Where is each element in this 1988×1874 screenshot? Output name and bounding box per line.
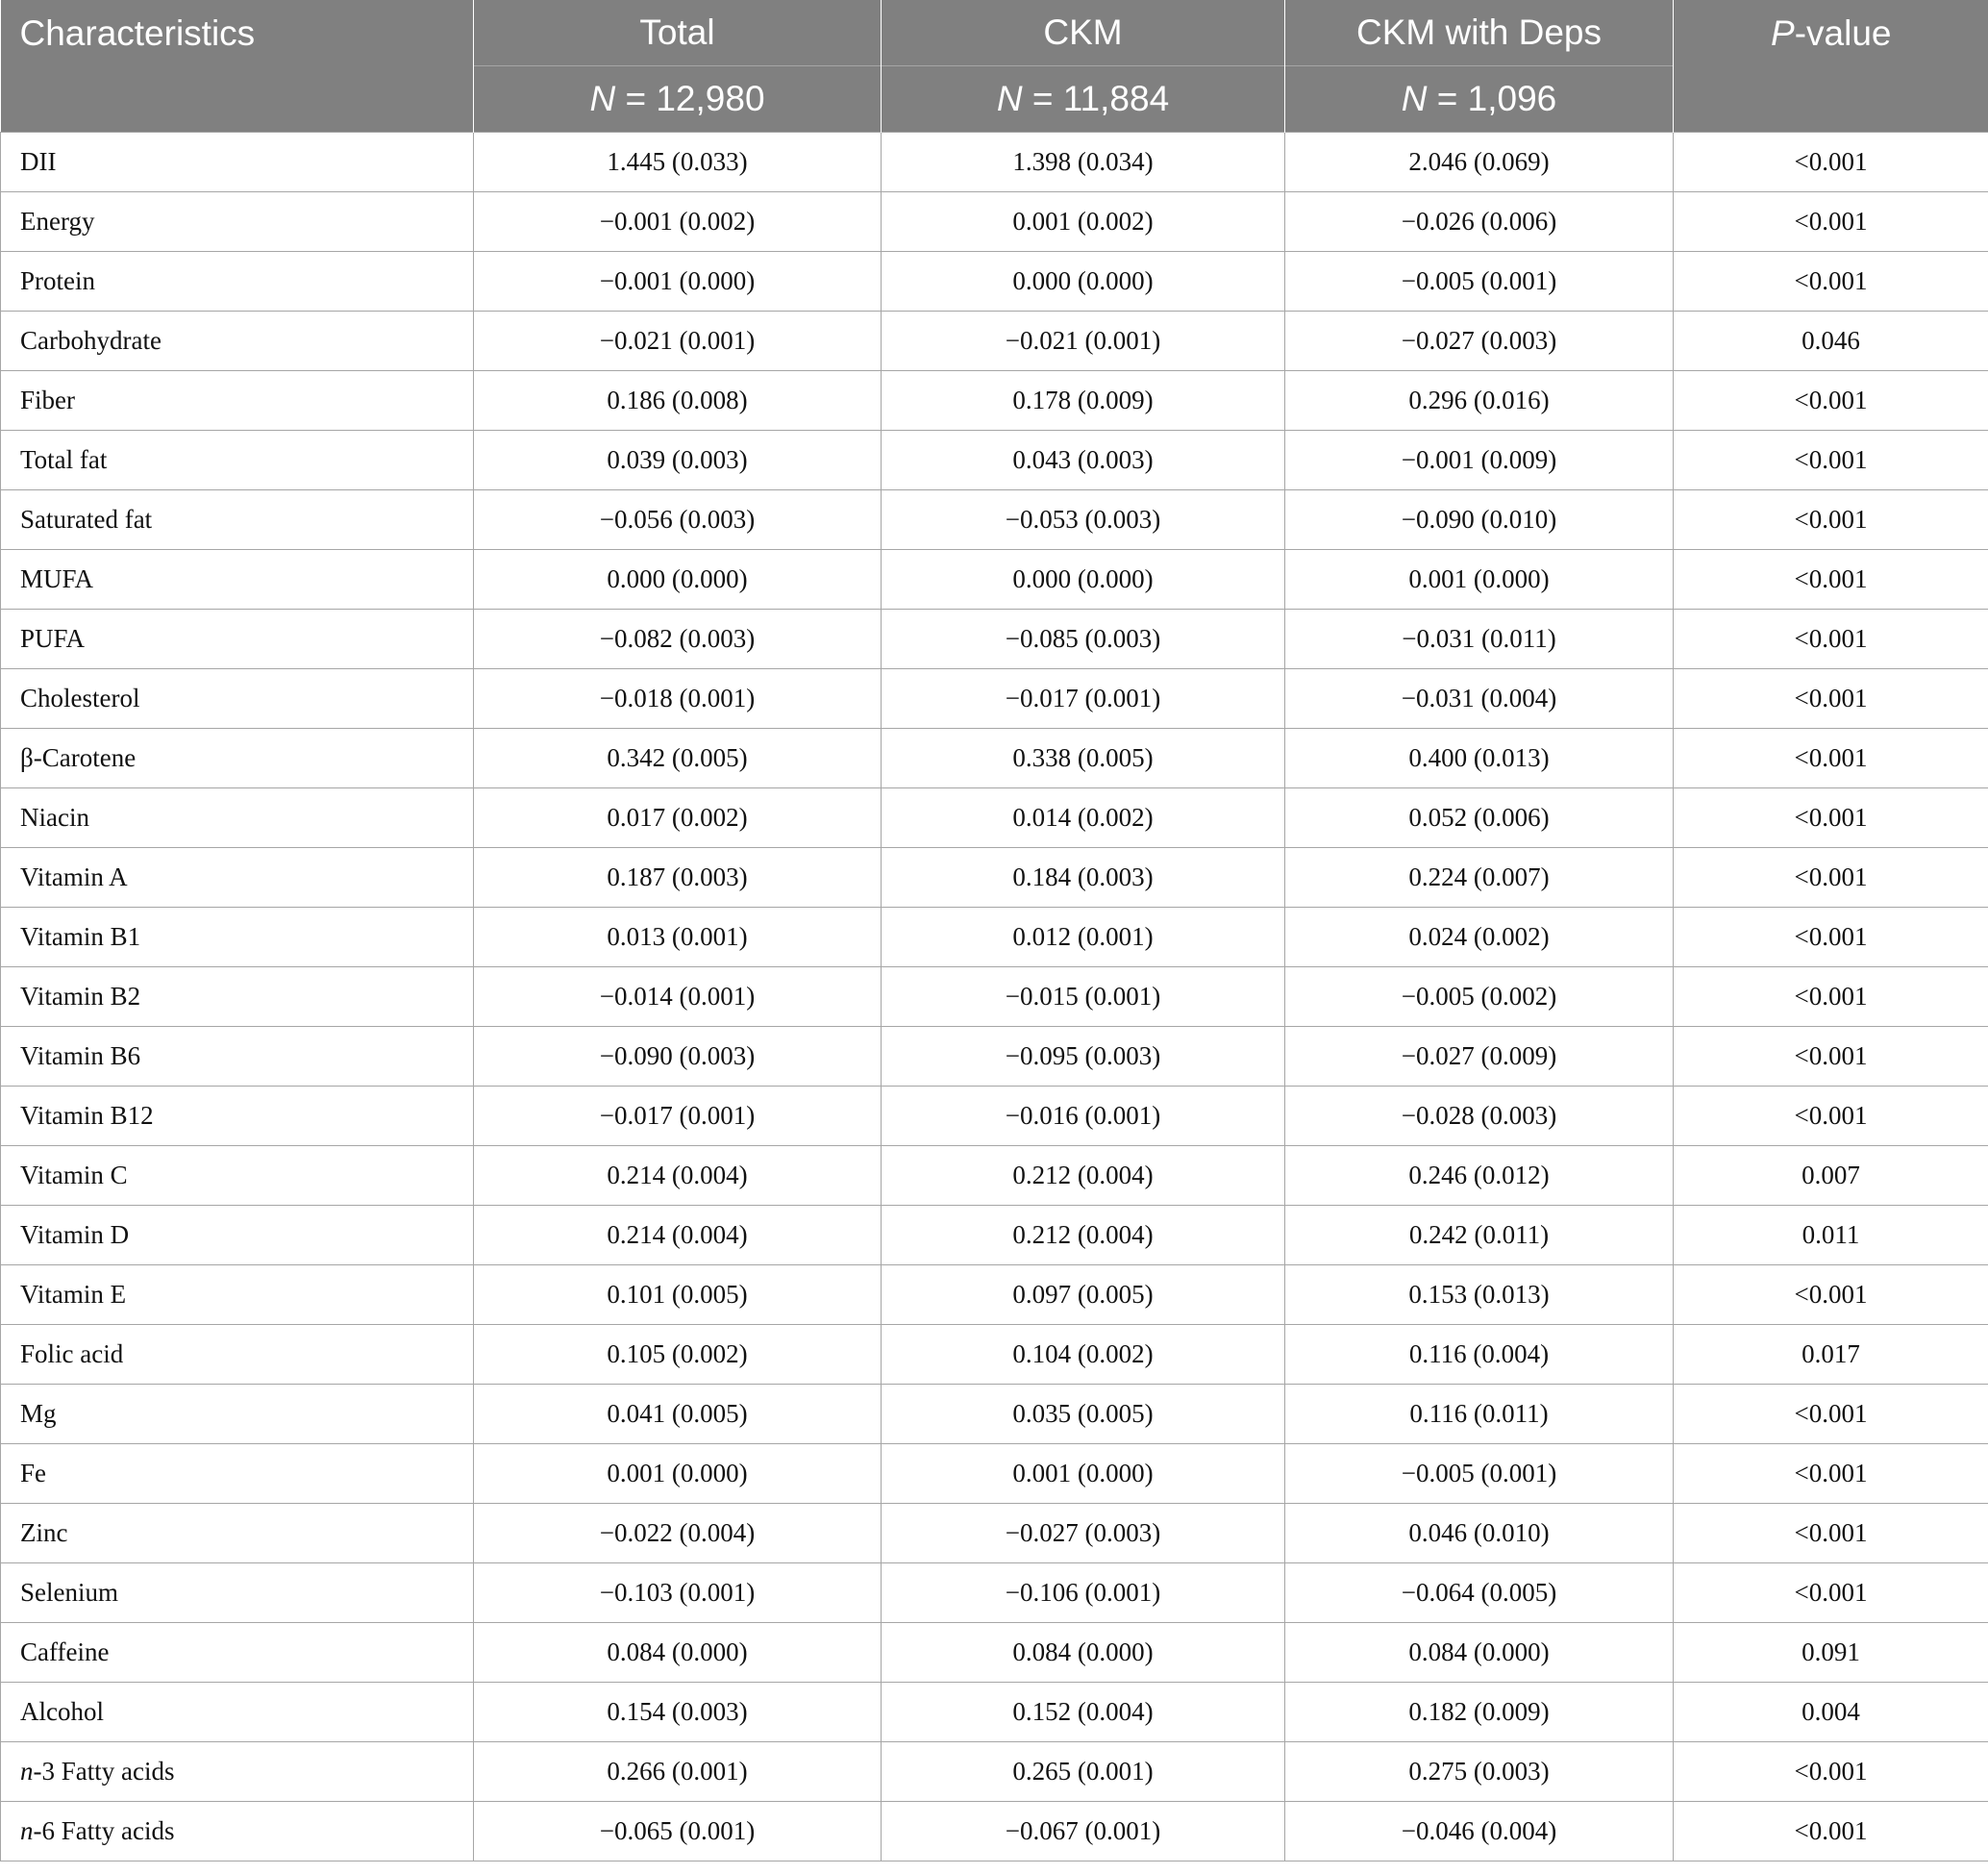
table-row [1,1087,1988,1146]
cell-ckm: 0.212 (0.004) [882,1206,1285,1265]
row-label [1,1623,474,1683]
row-label-prefix: n [20,1816,34,1845]
table-row [1,1325,1988,1385]
row-label-text: Vitamin B1 [20,922,141,951]
row-label [1,1683,474,1742]
cell-p-value: <0.001 [1674,1504,1988,1563]
cell-total: 0.105 (0.002) [474,1325,882,1385]
cell-ckm: 0.338 (0.005) [882,729,1285,788]
row-label-text: Vitamin D [20,1220,130,1249]
row-label [1,967,474,1027]
table-row [1,1027,1988,1087]
cell-total: 0.084 (0.000) [474,1623,882,1683]
row-label [1,371,474,431]
cell-ckm-with-deps: −0.001 (0.009) [1285,431,1674,490]
row-label-text: MUFA [20,564,94,593]
row-label-text: Vitamin C [20,1161,128,1189]
header-p-rest: -value [1794,13,1892,53]
table-row [1,1146,1988,1206]
table-row [1,1683,1988,1742]
header-n-total [474,66,882,133]
row-label [1,1087,474,1146]
cell-ckm: 0.001 (0.000) [882,1444,1285,1504]
table-row [1,1385,1988,1444]
row-label [1,610,474,669]
cell-ckm: 0.178 (0.009) [882,371,1285,431]
cell-total: 0.017 (0.002) [474,788,882,848]
cell-total: 0.013 (0.001) [474,908,882,967]
cell-ckm: 0.184 (0.003) [882,848,1285,908]
cell-ckm-with-deps: 0.052 (0.006) [1285,788,1674,848]
row-label [1,669,474,729]
cell-ckm: 0.097 (0.005) [882,1265,1285,1325]
cell-ckm: 0.084 (0.000) [882,1623,1285,1683]
cell-ckm: 0.265 (0.001) [882,1742,1285,1802]
cell-p-value: 0.091 [1674,1623,1988,1683]
header-p-value [1674,0,1988,133]
row-label-text: Mg [20,1399,57,1428]
table-row [1,848,1988,908]
cell-total: 0.214 (0.004) [474,1146,882,1206]
n-symbol: N [589,79,616,118]
table-row [1,550,1988,610]
cell-p-value: <0.001 [1674,1563,1988,1623]
cell-total: 0.001 (0.000) [474,1444,882,1504]
row-label-text: Cholesterol [20,684,140,712]
cell-total: 0.000 (0.000) [474,550,882,610]
row-label [1,1742,474,1802]
row-label [1,729,474,788]
cell-total: 0.154 (0.003) [474,1683,882,1742]
cell-p-value: <0.001 [1674,1802,1988,1862]
n-ckm-value: = 11,884 [1022,79,1170,118]
cell-ckm: 0.012 (0.001) [882,908,1285,967]
cell-total: −0.001 (0.000) [474,252,882,312]
cell-total: −0.082 (0.003) [474,610,882,669]
cell-ckm: −0.015 (0.001) [882,967,1285,1027]
cell-p-value: <0.001 [1674,1027,1988,1087]
table-row [1,312,1988,371]
cell-ckm-with-deps: 0.400 (0.013) [1285,729,1674,788]
table-row [1,1802,1988,1862]
cell-total: −0.001 (0.002) [474,192,882,252]
cell-ckm-with-deps: −0.028 (0.003) [1285,1087,1674,1146]
table-header [1,0,1988,133]
header-n-ckm [882,66,1285,133]
table-row [1,1206,1988,1265]
header-n-deps [1285,66,1674,133]
cell-p-value: 0.004 [1674,1683,1988,1742]
row-label [1,1206,474,1265]
n-symbol: N [1401,79,1428,118]
cell-ckm: −0.017 (0.001) [882,669,1285,729]
cell-ckm-with-deps: −0.005 (0.001) [1285,1444,1674,1504]
cell-total: −0.103 (0.001) [474,1563,882,1623]
cell-ckm-with-deps: −0.027 (0.003) [1285,312,1674,371]
cell-ckm-with-deps: 0.275 (0.003) [1285,1742,1674,1802]
cell-ckm-with-deps: −0.027 (0.009) [1285,1027,1674,1087]
cell-ckm-with-deps: 0.001 (0.000) [1285,550,1674,610]
row-label [1,1563,474,1623]
row-label-text: Carbohydrate [20,326,162,355]
cell-p-value: <0.001 [1674,490,1988,550]
cell-ckm: 0.014 (0.002) [882,788,1285,848]
row-label-text: Folic acid [20,1339,124,1368]
header-characteristics: Characteristics [1,0,474,133]
row-label-text: Vitamin A [20,862,128,891]
cell-ckm: −0.106 (0.001) [882,1563,1285,1623]
cell-total: −0.021 (0.001) [474,312,882,371]
table-body [1,133,1988,1862]
table-row [1,371,1988,431]
cell-p-value: <0.001 [1674,848,1988,908]
row-label-text: Niacin [20,803,89,832]
cell-ckm-with-deps: 0.116 (0.011) [1285,1385,1674,1444]
row-label-text: Zinc [20,1518,68,1547]
cell-ckm: −0.016 (0.001) [882,1087,1285,1146]
header-row-1 [1,0,1988,66]
cell-ckm-with-deps: 0.084 (0.000) [1285,1623,1674,1683]
table-row [1,192,1988,252]
table-row [1,967,1988,1027]
cell-ckm-with-deps: 0.046 (0.010) [1285,1504,1674,1563]
table-row [1,1563,1988,1623]
cell-total: −0.014 (0.001) [474,967,882,1027]
cell-p-value: <0.001 [1674,1742,1988,1802]
cell-total: 0.186 (0.008) [474,371,882,431]
row-label [1,312,474,371]
cell-ckm: −0.027 (0.003) [882,1504,1285,1563]
cell-ckm-with-deps: −0.026 (0.006) [1285,192,1674,252]
cell-p-value: 0.007 [1674,1146,1988,1206]
cell-total: −0.022 (0.004) [474,1504,882,1563]
row-label-text: Protein [20,266,95,295]
row-label-text: β-Carotene [20,743,137,772]
row-label-text: Saturated fat [20,505,153,534]
cell-total: 0.039 (0.003) [474,431,882,490]
cell-ckm: 0.152 (0.004) [882,1683,1285,1742]
row-label [1,431,474,490]
row-label [1,1504,474,1563]
table-row [1,1265,1988,1325]
cell-ckm: 0.212 (0.004) [882,1146,1285,1206]
cell-p-value: <0.001 [1674,1265,1988,1325]
row-label [1,1385,474,1444]
table-row [1,490,1988,550]
row-label [1,490,474,550]
cell-ckm: 0.001 (0.002) [882,192,1285,252]
cell-p-value: <0.001 [1674,1087,1988,1146]
row-label [1,1444,474,1504]
table-row [1,908,1988,967]
header-p-italic: P [1771,13,1795,53]
cell-total: −0.017 (0.001) [474,1087,882,1146]
cell-ckm: 0.043 (0.003) [882,431,1285,490]
cell-total: 0.214 (0.004) [474,1206,882,1265]
cell-total: −0.065 (0.001) [474,1802,882,1862]
cell-ckm-with-deps: 2.046 (0.069) [1285,133,1674,192]
cell-ckm-with-deps: −0.064 (0.005) [1285,1563,1674,1623]
row-label [1,908,474,967]
cell-p-value: <0.001 [1674,1385,1988,1444]
cell-total: −0.018 (0.001) [474,669,882,729]
cell-p-value: <0.001 [1674,252,1988,312]
row-label-prefix: n [20,1757,34,1786]
cell-total: −0.056 (0.003) [474,490,882,550]
table-row [1,252,1988,312]
cell-ckm-with-deps: −0.031 (0.011) [1285,610,1674,669]
cell-ckm-with-deps: −0.090 (0.010) [1285,490,1674,550]
row-label [1,133,474,192]
row-label [1,1146,474,1206]
cell-p-value: <0.001 [1674,610,1988,669]
cell-p-value: <0.001 [1674,967,1988,1027]
cell-ckm-with-deps: 0.182 (0.009) [1285,1683,1674,1742]
row-label-text: Alcohol [20,1697,104,1726]
cell-p-value: 0.046 [1674,312,1988,371]
cell-p-value: <0.001 [1674,550,1988,610]
row-label-text: PUFA [20,624,86,653]
cell-ckm-with-deps: 0.153 (0.013) [1285,1265,1674,1325]
row-label-text: Vitamin B2 [20,982,141,1011]
cell-p-value: <0.001 [1674,192,1988,252]
cell-ckm-with-deps: 0.242 (0.011) [1285,1206,1674,1265]
cell-ckm-with-deps: 0.224 (0.007) [1285,848,1674,908]
cell-p-value: <0.001 [1674,133,1988,192]
row-label-text: Caffeine [20,1637,110,1666]
cell-total: 0.041 (0.005) [474,1385,882,1444]
row-label [1,192,474,252]
cell-p-value: <0.001 [1674,371,1988,431]
table-row [1,1444,1988,1504]
cell-p-value: <0.001 [1674,908,1988,967]
cell-p-value: <0.001 [1674,431,1988,490]
cell-ckm: 0.000 (0.000) [882,252,1285,312]
row-label [1,848,474,908]
cell-ckm: −0.067 (0.001) [882,1802,1285,1862]
cell-ckm: −0.053 (0.003) [882,490,1285,550]
row-label-text: Total fat [20,445,108,474]
row-label-text: DII [20,147,57,176]
cell-total: −0.090 (0.003) [474,1027,882,1087]
cell-ckm: 0.000 (0.000) [882,550,1285,610]
header-total: Total [474,0,882,66]
cell-ckm-with-deps: 0.116 (0.004) [1285,1325,1674,1385]
table-row [1,729,1988,788]
cell-total: 0.266 (0.001) [474,1742,882,1802]
table-row [1,1623,1988,1683]
row-label [1,1265,474,1325]
table-row [1,669,1988,729]
cell-ckm: 0.035 (0.005) [882,1385,1285,1444]
cell-p-value: <0.001 [1674,669,1988,729]
row-label-text: -3 Fatty acids [33,1757,175,1786]
header-ckm: CKM [882,0,1285,66]
cell-p-value: <0.001 [1674,729,1988,788]
cell-ckm: −0.021 (0.001) [882,312,1285,371]
row-label [1,252,474,312]
cell-ckm-with-deps: −0.005 (0.001) [1285,252,1674,312]
cell-ckm-with-deps: 0.246 (0.012) [1285,1146,1674,1206]
table-row [1,610,1988,669]
row-label-text: Vitamin B12 [20,1101,154,1130]
cell-p-value: 0.017 [1674,1325,1988,1385]
row-label-text: -6 Fatty acids [33,1816,175,1845]
table-row [1,431,1988,490]
table-row [1,788,1988,848]
cell-ckm: 0.104 (0.002) [882,1325,1285,1385]
cell-ckm-with-deps: 0.296 (0.016) [1285,371,1674,431]
table-row [1,133,1988,192]
row-label-text: Vitamin E [20,1280,127,1309]
cell-ckm-with-deps: −0.005 (0.002) [1285,967,1674,1027]
n-total-value: = 12,980 [615,79,765,118]
row-label-text: Fiber [20,386,75,414]
cell-p-value: <0.001 [1674,788,1988,848]
row-label [1,788,474,848]
cell-ckm-with-deps: −0.046 (0.004) [1285,1802,1674,1862]
row-label-text: Energy [20,207,95,236]
row-label-text: Fe [20,1459,46,1487]
n-symbol: N [996,79,1023,118]
cell-total: 0.187 (0.003) [474,848,882,908]
row-label [1,550,474,610]
table-row [1,1742,1988,1802]
cell-ckm: −0.085 (0.003) [882,610,1285,669]
row-label [1,1027,474,1087]
cell-ckm: −0.095 (0.003) [882,1027,1285,1087]
row-label [1,1802,474,1862]
table-row [1,1504,1988,1563]
cell-p-value: 0.011 [1674,1206,1988,1265]
cell-ckm: 1.398 (0.034) [882,133,1285,192]
row-label-text: Selenium [20,1578,118,1607]
row-label-text: Vitamin B6 [20,1041,141,1070]
cell-ckm-with-deps: −0.031 (0.004) [1285,669,1674,729]
cell-total: 0.101 (0.005) [474,1265,882,1325]
cell-total: 0.342 (0.005) [474,729,882,788]
cell-ckm-with-deps: 0.024 (0.002) [1285,908,1674,967]
cell-p-value: <0.001 [1674,1444,1988,1504]
row-label [1,1325,474,1385]
n-deps-value: = 1,096 [1427,79,1557,118]
cell-total: 1.445 (0.033) [474,133,882,192]
header-ckm-with-deps: CKM with Deps [1285,0,1674,66]
